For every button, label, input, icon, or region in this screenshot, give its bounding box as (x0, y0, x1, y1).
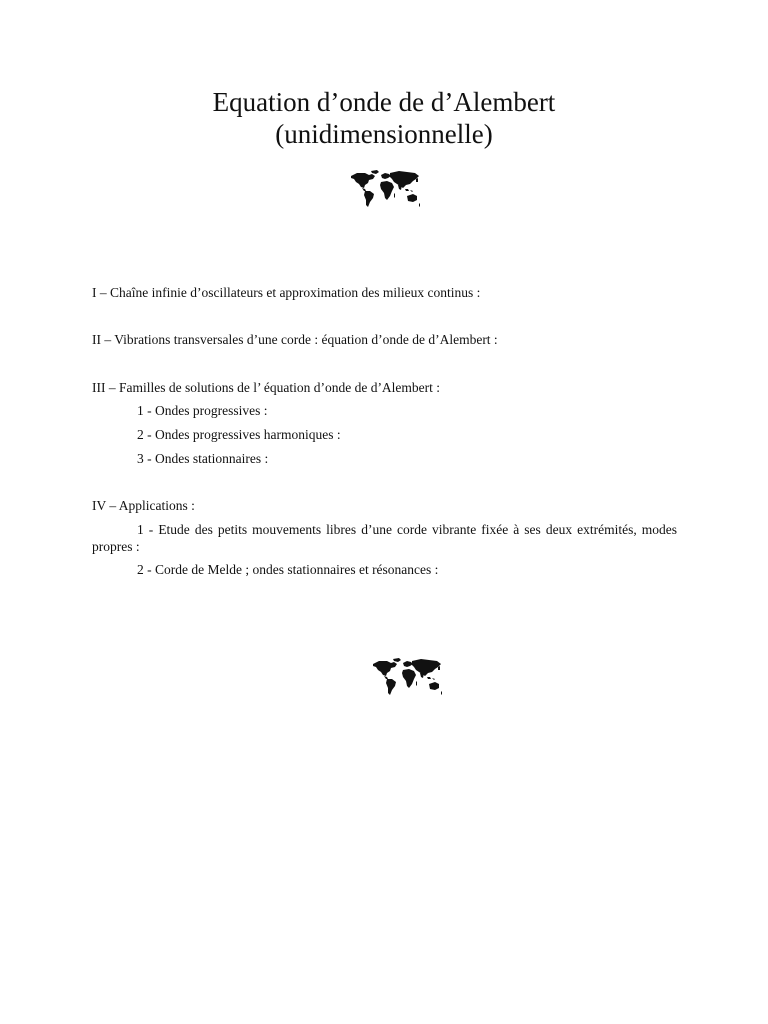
section-3-item-3: 3 - Ondes stationnaires : (137, 451, 269, 466)
section-4-item-1: 1 - Etude des petits mouvements libres d’une corde vibrante fixée à ses deux extrémités, modes propres : (92, 522, 677, 554)
world-map-icon (369, 658, 443, 698)
title-line-1: Equation d’onde de d’Alembert (212, 87, 556, 117)
section-3-item-1: 1 - Ondes progressives : (137, 403, 268, 418)
world-map-icon (347, 170, 421, 210)
section-4-item-2: 2 - Corde de Melde ; ondes stationnaires et résonances : (137, 562, 439, 577)
section-1-heading: I – Chaîne infinie d’oscillateurs et approximation des milieux continus : (92, 285, 481, 300)
section-3-item-2: 2 - Ondes progressives harmoniques : (137, 427, 341, 442)
document-title (0, 86, 768, 150)
section-4-heading: IV – Applications : (92, 498, 195, 513)
title-line-2: (unidimensionnelle) (275, 119, 493, 149)
section-3-heading: III – Familles de solutions de l’ équation d’onde de d’Alembert : (92, 380, 441, 395)
section-2-heading: II – Vibrations transversales d’une corde : équation d’onde de d’Alembert : (92, 332, 498, 347)
